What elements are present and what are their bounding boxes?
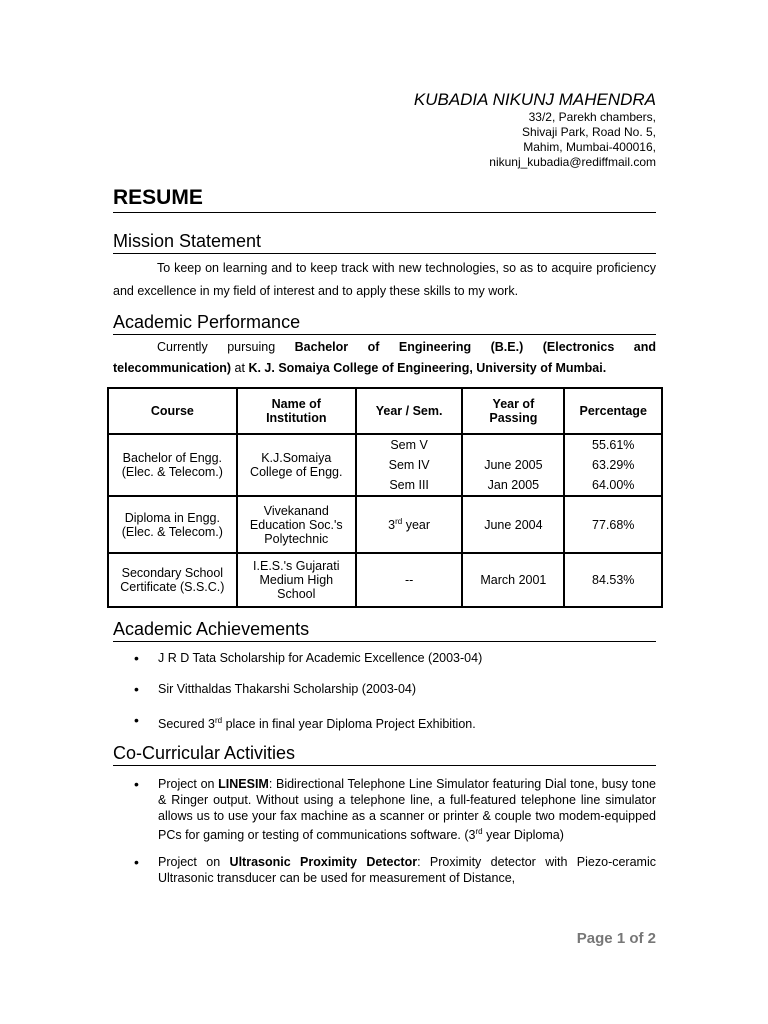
institution-cell: I.E.S.'s Gujarati Medium High School <box>237 553 356 607</box>
sem-value: Sem III <box>389 478 429 492</box>
section-title-mission: Mission Statement <box>113 230 656 254</box>
item-prefix: Project on <box>158 777 219 791</box>
passing-cell: June 2004 <box>462 496 564 553</box>
project-name: LINESIM <box>218 777 269 791</box>
address-line: 33/2, Parekh chambers, <box>528 110 656 124</box>
list-item <box>113 854 656 886</box>
item-prefix: Secured 3 <box>158 717 215 732</box>
passing-cell <box>462 434 564 496</box>
intro-college: K. J. Somaiya College of Engineering, University of Mumbai. <box>248 361 607 375</box>
passing-value: Jan 2005 <box>487 478 540 492</box>
list-item <box>113 712 656 733</box>
intro-degree: Bachelor of Engineering (B.E.) (Electronics and telecommunication) <box>113 340 657 375</box>
header-year-passing: Year of Passing <box>462 388 564 434</box>
passing-value <box>467 435 559 455</box>
project-description-end: year Diploma) <box>482 828 564 843</box>
ordinal-suffix: rd <box>475 827 483 836</box>
resume-title: RESUME <box>113 186 656 213</box>
percentage-value: 63.29% <box>592 458 635 472</box>
intro-prefix: Currently pursuing <box>157 340 295 354</box>
table-row <box>108 434 662 496</box>
percentage-cell <box>564 434 662 496</box>
year-sem-cell <box>356 496 463 553</box>
academic-performance-table <box>107 387 663 608</box>
year-word: year <box>402 518 431 533</box>
year-sem-cell <box>356 434 463 496</box>
list-item: • Sir Vitthaldas Thakarshi Scholarship (2003-04) <box>113 681 656 698</box>
cocurricular-list <box>113 776 656 897</box>
academic-intro <box>113 337 656 379</box>
address-line: Mahim, Mumbai-400016, <box>523 140 656 154</box>
list-item: • J R D Tata Scholarship for Academic Excellence (2003-04) <box>113 650 656 667</box>
table-row <box>108 553 662 607</box>
item-rest: place in final year Diploma Project Exhibition. <box>222 717 476 732</box>
year-ordinal: rd <box>395 516 403 526</box>
project-description: : Proximity detector with Piezo-ceramic Ultrasonic transducer can be used for measurement of Distance, <box>158 855 656 886</box>
header-course: Course <box>108 388 237 434</box>
mission-text <box>113 257 656 303</box>
year-sem-cell: -- <box>356 553 463 607</box>
section-title-cocurricular: Co-Curricular Activities <box>113 742 656 766</box>
course-cell: Secondary School Certificate (S.S.C.) <box>108 553 237 607</box>
header-year-sem: Year / Sem. <box>356 388 463 434</box>
mission-statement: To keep on learning and to keep track with new technologies, so as to acquire proficiency and excellence in my field of interest and to apply these skills to my work. <box>113 261 656 298</box>
institution-cell: Vivekanand Education Soc.'s Polytechnic <box>237 496 356 553</box>
sem-value: Sem IV <box>388 458 430 472</box>
percentage-cell: 84.53% <box>564 553 662 607</box>
table-header-row <box>108 388 662 434</box>
contact-header <box>414 90 656 170</box>
sem-value: Sem V <box>390 438 428 452</box>
intro-mid: at <box>231 361 249 375</box>
percentage-value: 64.00% <box>592 478 635 492</box>
course-cell: Diploma in Engg. (Elec. & Telecom.) <box>108 496 237 553</box>
passing-cell: March 2001 <box>462 553 564 607</box>
list-item <box>113 776 656 843</box>
project-description: : Bidirectional Telephone Line Simulator featuring Dial tone, busy tone & Ringer output. Without using a telephone line, a full-featured telephone line simulator allows us to use your fax machine as a scanner or printer & couple two modem-equipped PCs for gaming or testing of communications software. (3 <box>158 777 656 843</box>
header-institution: Name of Institution <box>237 388 356 434</box>
section-title-achievements: Academic Achievements <box>113 618 656 642</box>
achievements-list <box>113 650 656 747</box>
percentage-cell: 77.68% <box>564 496 662 553</box>
passing-value: June 2005 <box>484 458 543 472</box>
email-address: nikunj_kubadia@rediffmail.com <box>489 155 656 169</box>
ordinal-suffix: rd <box>214 716 223 725</box>
address-line: Shivaji Park, Road No. 5, <box>521 125 656 139</box>
header-percentage: Percentage <box>564 388 662 434</box>
candidate-name: KUBADIA NIKUNJ MAHENDRA <box>413 90 656 109</box>
section-title-academic: Academic Performance <box>113 311 656 335</box>
institution-cell: K.J.Somaiya College of Engg. <box>237 434 356 496</box>
item-prefix: Project on <box>158 855 230 870</box>
year-number: 3 <box>388 518 396 533</box>
project-name: Ultrasonic Proximity Detector <box>229 855 418 870</box>
page-number: Page 1 of 2 <box>576 930 656 947</box>
course-cell: Bachelor of Engg. (Elec. & Telecom.) <box>108 434 237 496</box>
table-row <box>108 496 662 553</box>
percentage-value: 55.61% <box>592 438 635 452</box>
